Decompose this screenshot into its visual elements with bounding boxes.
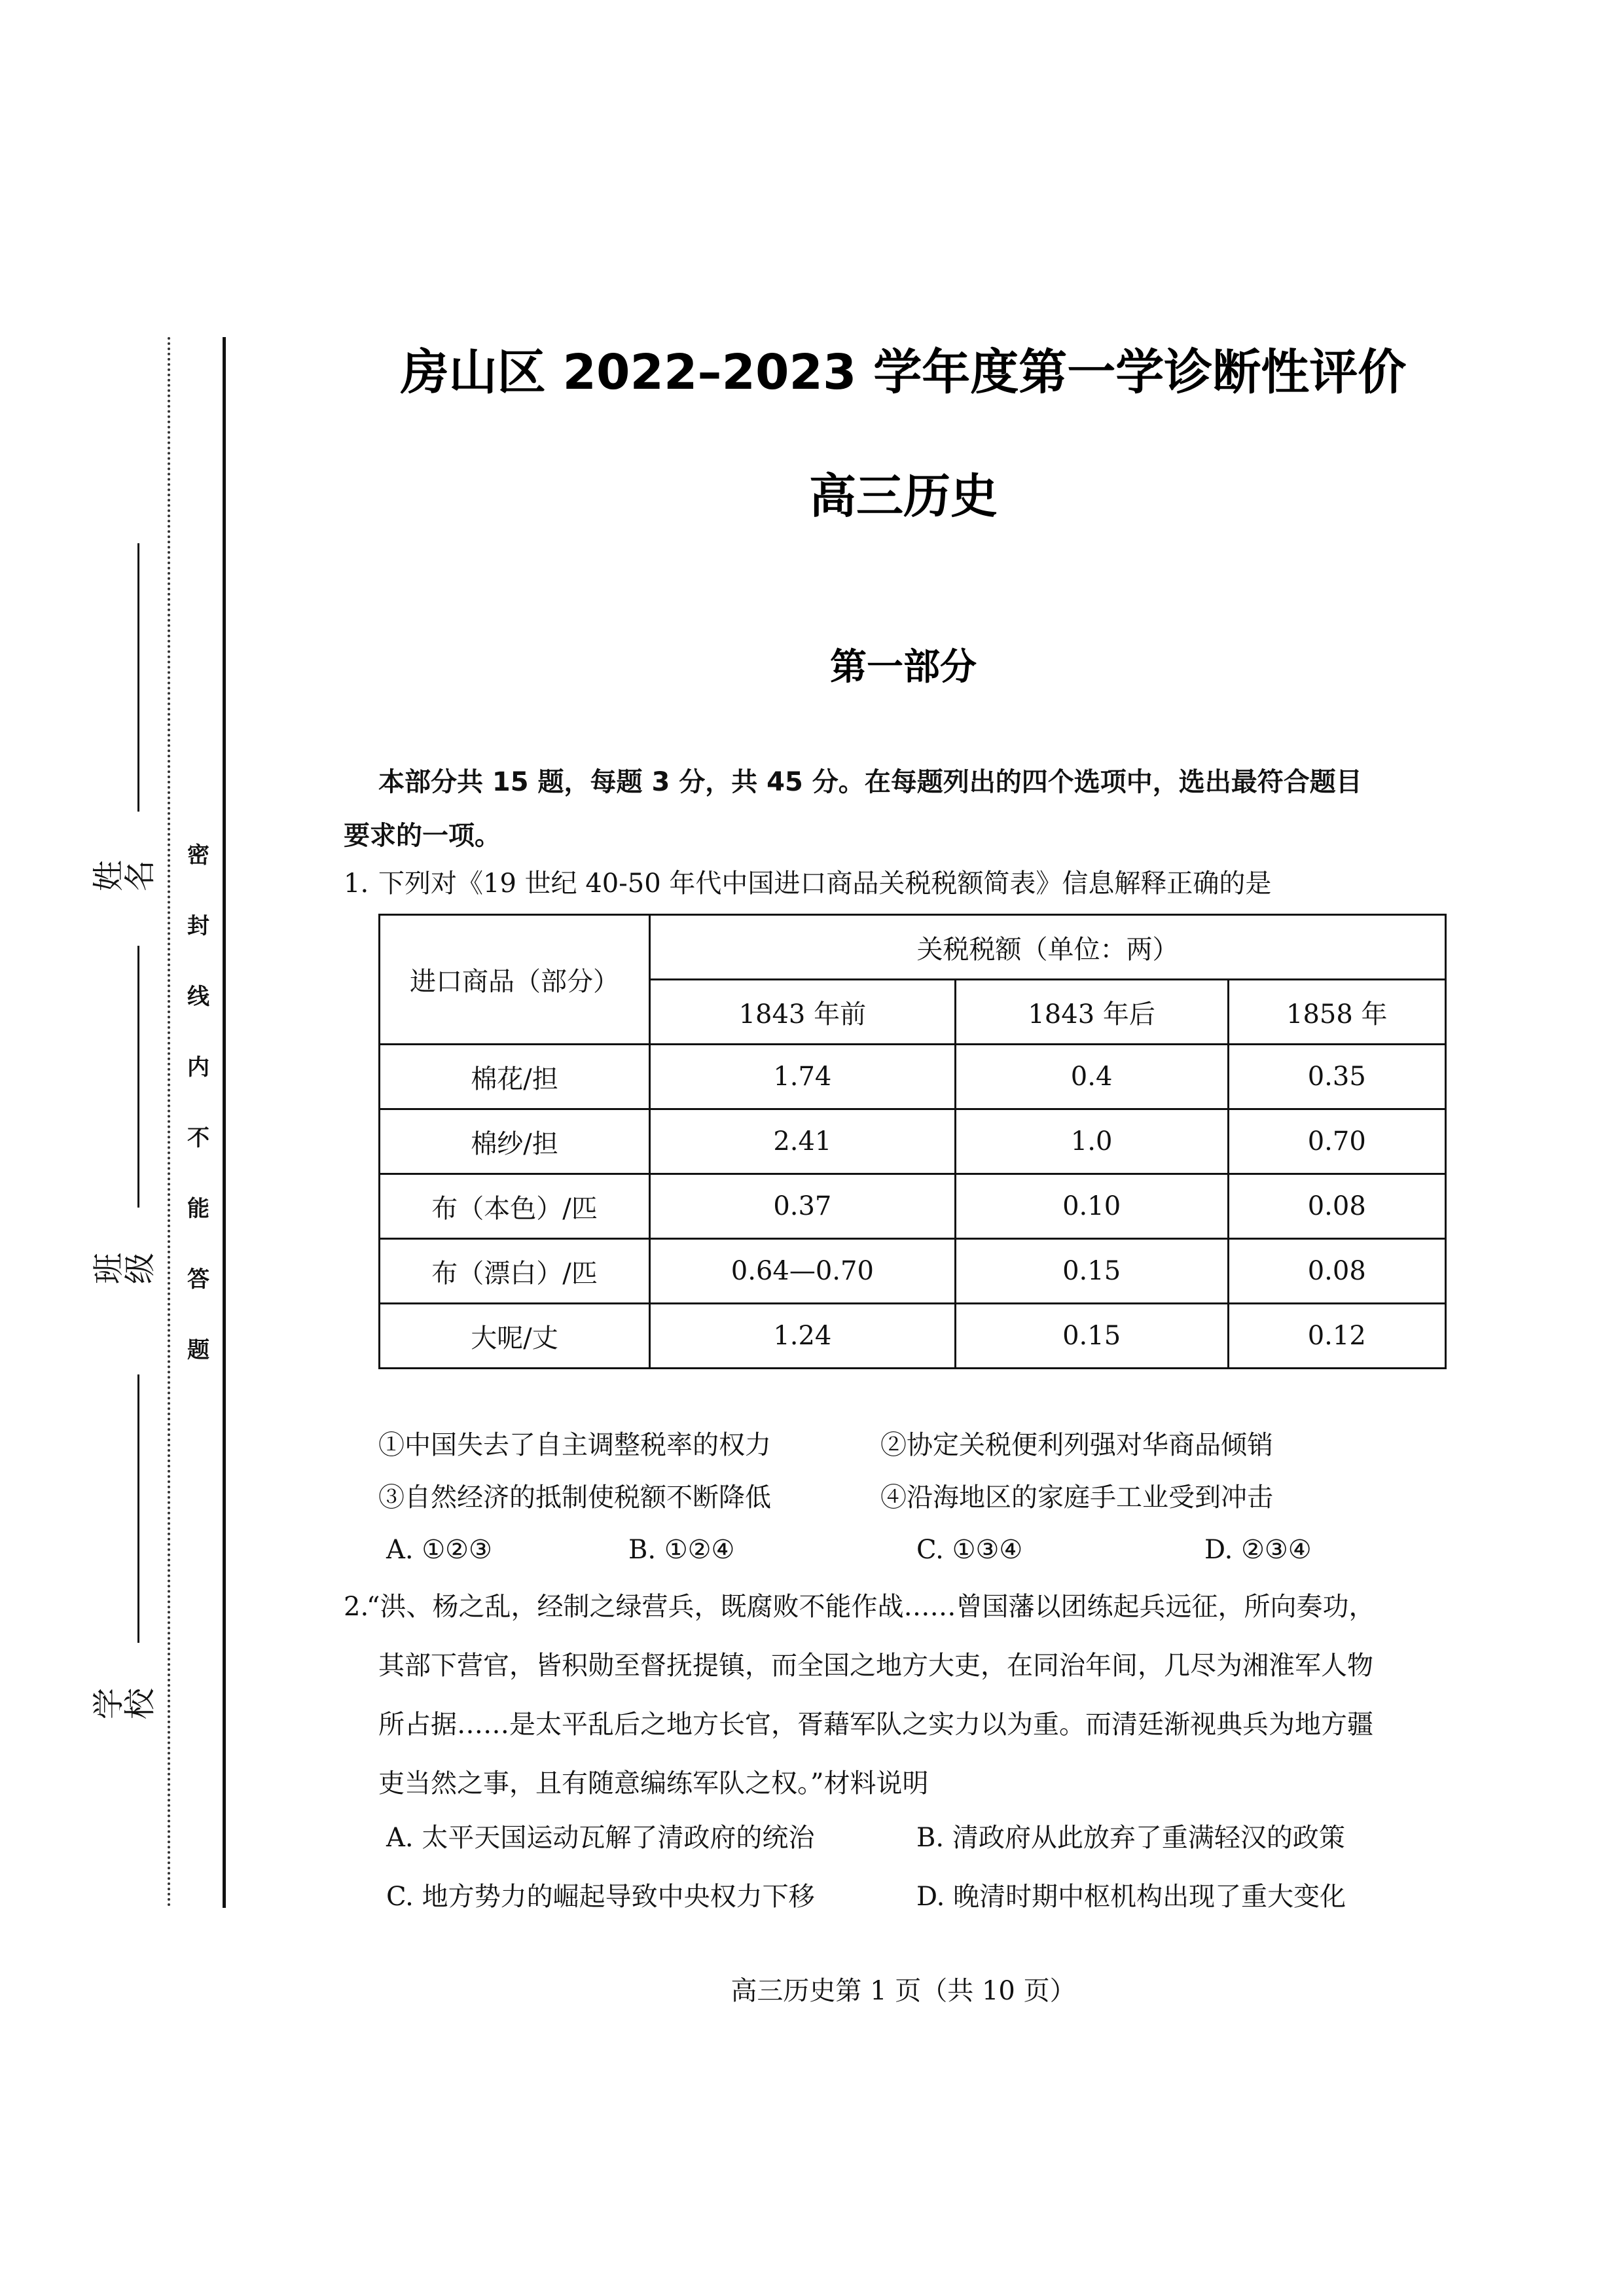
q1-statement-4: ④沿海地区的家庭手工业受到冲击 xyxy=(880,1482,1273,1513)
group-header-cell: 关税税额（单位：两） xyxy=(650,915,1446,980)
value-cell: 0.64—0.70 xyxy=(650,1239,956,1304)
seal-char: 内 xyxy=(187,1054,209,1081)
value-cell: 0.08 xyxy=(1228,1174,1445,1239)
q1-option-d[interactable]: D. ②③④ xyxy=(1204,1535,1312,1565)
seal-char: 线 xyxy=(187,984,209,1010)
section-title: 第一部分 xyxy=(830,646,977,689)
value-cell: 0.15 xyxy=(955,1304,1228,1369)
item-cell: 布（本色）/匹 xyxy=(380,1174,650,1239)
question-1-stem: 下列对《19 世纪 40-50 年代中国进口商品关税税额简表》信息解释正确的是 xyxy=(378,869,1272,899)
q2-option-d[interactable]: D. 晚清时期中枢机构出现了重大变化 xyxy=(916,1882,1346,1912)
binding-solid-line xyxy=(223,337,226,1908)
question-1-number: 1. xyxy=(344,869,369,899)
value-cell: 0.4 xyxy=(955,1045,1228,1109)
value-cell: 0.10 xyxy=(955,1174,1228,1239)
question-2-line-3: 所占据……是太平乱后之地方长官，胥藉军队之实力以为重。而清廷渐视典兵为地方疆 xyxy=(378,1710,1373,1740)
value-cell: 0.08 xyxy=(1228,1239,1445,1304)
name-field-line[interactable] xyxy=(137,543,139,812)
table-row xyxy=(380,1304,1446,1369)
q2-option-a[interactable]: A. 太平天国运动瓦解了清政府的统治 xyxy=(386,1823,815,1853)
item-cell: 大呢/丈 xyxy=(380,1304,650,1369)
class-field-label: 班级 xyxy=(90,1253,158,1285)
item-cell: 棉纱/担 xyxy=(380,1109,650,1174)
q1-statement-1: ①中国失去了自主调整税率的权力 xyxy=(378,1430,771,1460)
q2-option-b[interactable]: B. 清政府从此放弃了重满轻汉的政策 xyxy=(916,1823,1345,1853)
question-2-number: 2. xyxy=(344,1592,369,1622)
value-cell: 0.12 xyxy=(1228,1304,1445,1369)
item-cell: 棉花/担 xyxy=(380,1045,650,1109)
value-cell: 0.70 xyxy=(1228,1109,1445,1174)
column-header: 1843 年前 xyxy=(650,980,956,1045)
value-cell: 1.0 xyxy=(955,1109,1228,1174)
tariff-table xyxy=(378,914,1447,1369)
item-cell: 布（漂白）/匹 xyxy=(380,1239,650,1304)
instruction-line-1: 本部分共 15 题，每题 3 分，共 45 分。在每题列出的四个选项中，选出最符合题目 xyxy=(378,767,1362,797)
q1-statement-3: ③自然经济的抵制使税额不断降低 xyxy=(378,1482,771,1513)
column-header: 1858 年 xyxy=(1228,980,1445,1045)
table-row xyxy=(380,1109,1446,1174)
table-header-row xyxy=(380,915,1446,980)
table-row xyxy=(380,1174,1446,1239)
q1-statement-2: ②协定关税便利列强对华商品倾销 xyxy=(880,1430,1273,1460)
table-row xyxy=(380,1045,1446,1109)
value-cell: 0.35 xyxy=(1228,1045,1445,1109)
column-header: 1843 年后 xyxy=(955,980,1228,1045)
row-header-cell: 进口商品（部分） xyxy=(380,915,650,1045)
question-2-line-2: 其部下营官，皆积勋至督抚提镇，而全国之地方大吏，在同治年间，几尽为湘淮军人物 xyxy=(378,1651,1373,1681)
value-cell: 2.41 xyxy=(650,1109,956,1174)
value-cell: 0.37 xyxy=(650,1174,956,1239)
name-field-label: 姓名 xyxy=(90,860,158,892)
binding-dotted-line xyxy=(168,337,170,1908)
school-field-line[interactable] xyxy=(137,1374,139,1643)
q1-option-b[interactable]: B. ①②④ xyxy=(628,1535,735,1565)
q1-option-a[interactable]: A. ①②③ xyxy=(386,1535,492,1565)
exam-title: 房山区 2022–2023 学年度第一学诊断性评价 xyxy=(400,344,1407,401)
question-2-line-4: 吏当然之事，且有随意编练军队之权。”材料说明 xyxy=(378,1768,929,1799)
value-cell: 1.74 xyxy=(650,1045,956,1109)
seal-char: 答 xyxy=(187,1266,209,1293)
class-field-line[interactable] xyxy=(137,946,139,1208)
seal-char: 能 xyxy=(187,1196,209,1222)
subject-title: 高三历史 xyxy=(808,469,998,524)
seal-char: 题 xyxy=(187,1337,209,1363)
question-2-line-1: “洪、杨之乱，经制之绿营兵，既腐败不能作战……曾国藩以团练起兵远征，所向奏功， xyxy=(367,1592,1375,1622)
school-field-label: 学校 xyxy=(90,1688,158,1720)
seal-char: 不 xyxy=(187,1125,209,1151)
q1-option-c[interactable]: C. ①③④ xyxy=(916,1535,1023,1565)
table-row xyxy=(380,1239,1446,1304)
instruction-line-2: 要求的一项。 xyxy=(344,821,501,851)
q2-option-c[interactable]: C. 地方势力的崛起导致中央权力下移 xyxy=(386,1882,815,1912)
page-footer: 高三历史第 1 页（共 10 页） xyxy=(731,1976,1076,2006)
value-cell: 1.24 xyxy=(650,1304,956,1369)
seal-char: 密 xyxy=(187,842,209,869)
seal-char: 封 xyxy=(187,913,209,939)
value-cell: 0.15 xyxy=(955,1239,1228,1304)
